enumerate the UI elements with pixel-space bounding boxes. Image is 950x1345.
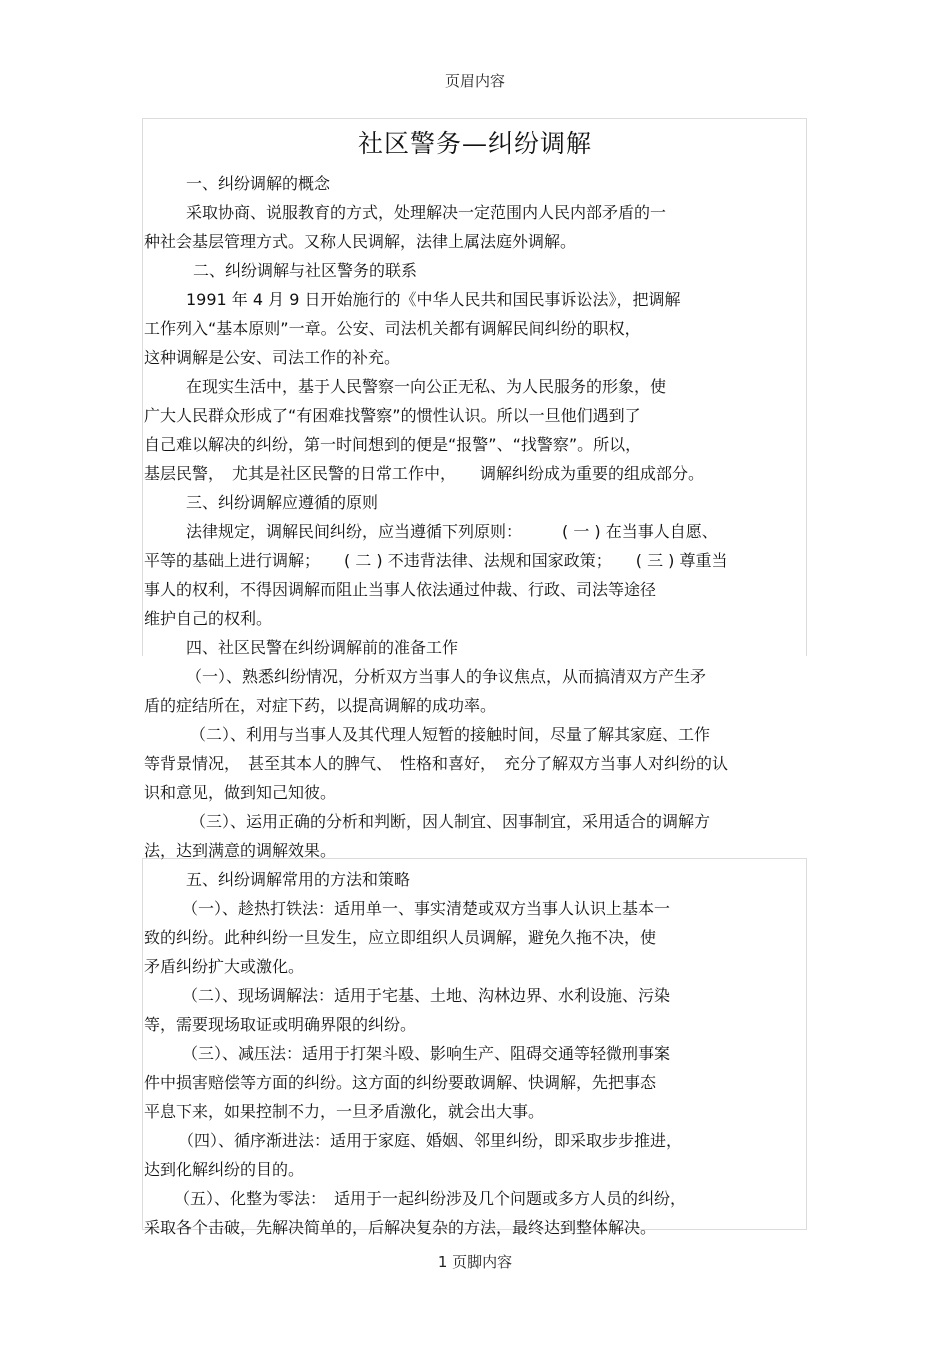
body-line: 工作列入“基本原则”一章。公安、司法机关都有调解民间纠纷的职权， [144,319,641,338]
body-line: 自己难以解决的纠纷，第一时间想到的便是“报警”、“找警察”。所以， [144,435,642,454]
body-line: （二）、现场调解法：适用于宅基、土地、沟林边界、水利设施、污染 [182,986,671,1005]
body-line: 盾的症结所在，对症下药，以提高调解的成功率。 [144,696,497,715]
body-line: 法，达到满意的调解效果。 [144,841,337,860]
body-line: （一）、熟悉纠纷情况，分析双方当事人的争议焦点，从而搞清双方产生矛 [186,667,707,686]
page-footer: 1 页脚内容 [437,1253,513,1271]
body-line: 事人的权利，不得因调解而阻止当事人依法通过仲裁、行政、司法等途径 [144,580,657,599]
body-line: （三）、运用正确的分析和判断，因人制宜、因事制宜，采用适合的调解方 [190,812,711,831]
body-line: 件中损害赔偿等方面的纠纷。这方面的纠纷要敢调解、快调解，先把事态 [144,1073,657,1092]
body-line: 识和意见，做到知己知彼。 [144,783,337,802]
body-line: 达到化解纠纷的目的。 [144,1160,305,1179]
body-line: （五）、化整为零法： 适用于一起纠纷涉及几个问题或多方人员的纠纷， [174,1189,687,1208]
body-line: 等，需要现场取证或明确界限的纠纷。 [144,1015,417,1034]
body-line: 基层民警， 尤其是社区民警的日常工作中， 调解纠纷成为重要的组成部分。 [144,464,705,483]
body-line: （四）、循序渐进法：适用于家庭、婚姻、邻里纠纷，即采取步步推进， [178,1131,683,1150]
body-line: （三）、减压法：适用于打架斗殴、影响生产、阻碍交通等轻微刑事案 [182,1044,671,1063]
body-line: 采取各个击破，先解决简单的，后解决复杂的方法，最终达到整体解决。 [144,1218,657,1237]
body-line: 致的纠纷。此种纠纷一旦发生，应立即组织人员调解，避免久拖不决，使 [144,928,657,947]
body-line: 等背景情况， 甚至其本人的脾气、 性格和喜好， 充分了解双方当事人对纠纷的认 [144,754,729,773]
body-line: 在现实生活中，基于人民警察一向公正无私、为人民服务的形象，使 [186,377,667,396]
body-line: 广大人民群众形成了“有困难找警察”的惯性认识。所以一旦他们遇到了 [144,406,641,425]
body-line: （二）、利用与当事人及其代理人短暂的接触时间，尽量了解其家庭、工作 [190,725,711,744]
body-line: 种社会基层管理方式。又称人民调解，法律上属法庭外调解。 [144,232,577,251]
body-line: 1991 年 4 月 9 日开始施行的《中华人民共和国民事诉讼法》，把调解 [186,290,681,309]
body-line: 二、纠纷调解与社区警务的联系 [193,261,418,280]
body-line: 维护自己的权利。 [144,609,273,628]
body-line: 矛盾纠纷扩大或激化。 [144,957,305,976]
body-line: 四、社区民警在纠纷调解前的准备工作 [186,638,459,657]
page-header: 页眉内容 [444,72,505,90]
body-line: 一、纠纷调解的概念 [186,174,331,193]
document-title: 社区警务—纠纷调解 [357,129,592,158]
body-line: 这种调解是公安、司法工作的补充。 [144,348,401,367]
body-line: 采取协商、说服教育的方式，处理解决一定范围内人民内部矛盾的一 [186,203,667,222]
body-line: （一）、趁热打铁法：适用单一、事实清楚或双方当事人认识上基本一 [182,899,671,918]
body-line: 平等的基础上进行调解； ( 二 ) 不违背法律、法规和国家政策； ( 三 ) 尊重当 [144,551,728,570]
body-line: 平息下来，如果控制不力，一旦矛盾激化，就会出大事。 [144,1102,545,1121]
body-line: 法律规定，调解民间纠纷，应当遵循下列原则： ( 一 ) 在当事人自愿、 [186,522,718,541]
body-line: 五、纠纷调解常用的方法和策略 [186,870,411,889]
body-line: 三、纠纷调解应遵循的原则 [186,493,379,512]
